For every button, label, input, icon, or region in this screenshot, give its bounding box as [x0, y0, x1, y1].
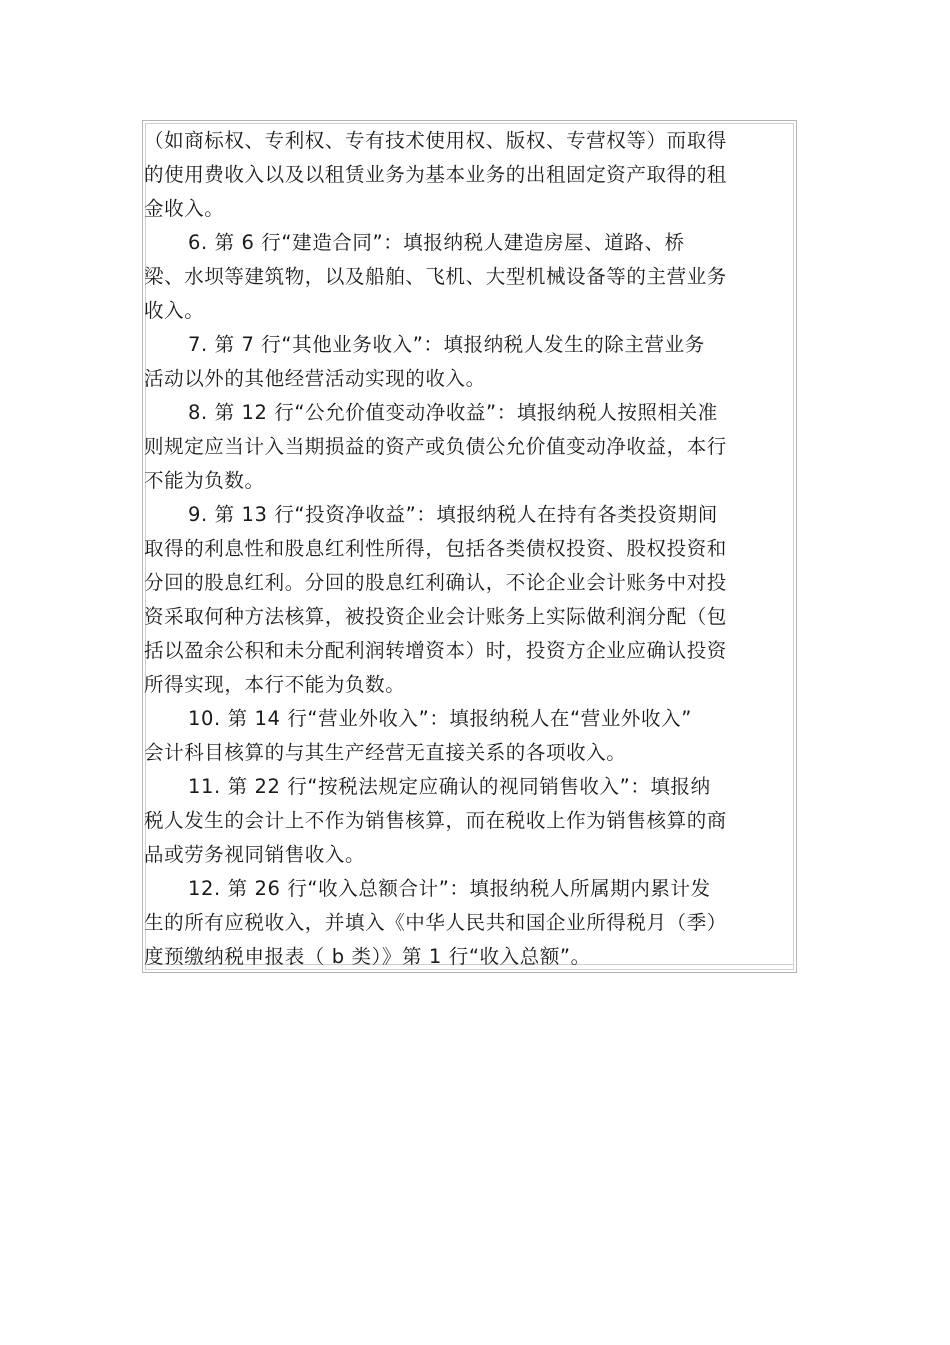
text-line: 不能为负数。	[144, 469, 265, 492]
paragraph-continuation	[144, 124, 764, 226]
text-line: 取得的利息性和股息红利性所得，包括各类债权投资、股权投资和	[144, 537, 727, 560]
paragraph-item-9	[144, 498, 764, 702]
text-line: 10. 第 14 行“营业外收入”：填报纳税人在“营业外收入”	[188, 707, 692, 730]
text-line: 资采取何种方法核算，被投资企业会计账务上实际做利润分配（包	[144, 605, 727, 628]
text-line: 12. 第 26 行“收入总额合计”：填报纳税人所属期内累计发	[188, 877, 711, 900]
text-line: 括以盈余公积和未分配利润转增资本）时，投资方企业应确认投资	[144, 639, 727, 662]
text-line: 所得实现，本行不能为负数。	[144, 673, 406, 696]
text-line: 品或劳务视同销售收入。	[144, 843, 366, 866]
text-line: 7. 第 7 行“其他业务收入”：填报纳税人发生的除主营业务	[188, 333, 705, 356]
paragraph-item-12	[144, 872, 764, 974]
text-line: 分回的股息红利。分回的股息红利确认，不论企业会计账务中对投	[144, 571, 727, 594]
paragraph-item-8	[144, 396, 764, 498]
text-line: 9. 第 13 行“投资净收益”：填报纳税人在持有各类投资期间	[188, 503, 718, 526]
text-line: 梁、水坝等建筑物，以及船舶、飞机、大型机械设备等的主营业务	[144, 265, 727, 288]
text-line: 活动以外的其他经营活动实现的收入。	[144, 367, 486, 390]
text-line: 生的所有应税收入，并填入《中华人民共和国企业所得税月（季）	[144, 911, 727, 934]
text-line: 8. 第 12 行“公允价值变动净收益”：填报纳税人按照相关准	[188, 401, 718, 424]
text-line: 度预缴纳税申报表（ b 类）》第 1 行“收入总额”。	[144, 945, 591, 968]
text-line: 会计科目核算的与其生产经营无直接关系的各项收入。	[144, 741, 627, 764]
text-line: 税人发生的会计上不作为销售核算，而在税收上作为销售核算的商	[144, 809, 727, 832]
text-line: 的使用费收入以及以租赁业务为基本业务的出租固定资产取得的租	[144, 163, 727, 186]
paragraph-item-11	[144, 770, 764, 872]
text-line: 则规定应当计入当期损益的资产或负债公允价值变动净收益，本行	[144, 435, 727, 458]
text-line: 金收入。	[144, 197, 225, 220]
paragraph-item-7	[144, 328, 764, 396]
text-line: 收入。	[144, 299, 205, 322]
document-body	[144, 124, 764, 974]
paragraph-item-10	[144, 702, 764, 770]
text-line: 6. 第 6 行“建造合同”：填报纳税人建造房屋、道路、桥	[188, 231, 685, 254]
text-line: （如商标权、专利权、专有技术使用权、版权、专营权等）而取得	[144, 129, 727, 152]
text-line: 11. 第 22 行“按税法规定应确认的视同销售收入”：填报纳	[188, 775, 711, 798]
paragraph-item-6	[144, 226, 764, 328]
